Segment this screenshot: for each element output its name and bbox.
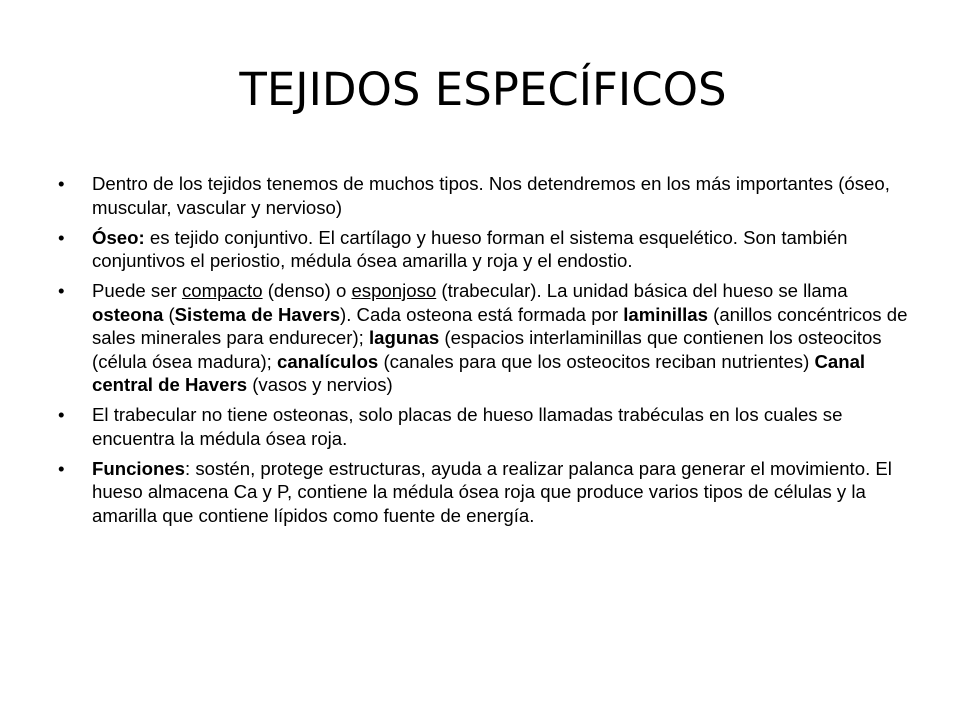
bullet-text: (anillos concéntricos de sales minerales para endurecer);	[92, 303, 908, 348]
bullet-text: ). Cada osteona está formada por	[340, 303, 624, 325]
bold-term: lagunas	[368, 327, 440, 348]
slide-body	[58, 172, 908, 534]
bullet-icon: •	[58, 226, 65, 248]
underlined-term: esponjoso	[351, 280, 437, 301]
bullet-text: (	[163, 303, 175, 325]
bullet-item	[58, 226, 908, 273]
bullet-text: es tejido conjuntivo. El cartílago y hueso forman el sistema esquelético. Son también conjuntivos el periostio, médula ósea amarilla y roja y el endostio.	[92, 226, 848, 271]
bullet-text: (espacios interlaminillas que contienen los osteocitos (célula ósea madura);	[92, 327, 882, 372]
bold-term: Sistema de Havers	[174, 303, 341, 325]
bullet-text: El trabecular no tiene osteonas, solo placas de hueso llamadas trabéculas en los cuales se encuentra la médula ósea roja.	[92, 404, 843, 449]
bold-term: laminillas	[623, 303, 708, 325]
bullet-item	[58, 457, 908, 528]
bullet-item	[58, 172, 908, 219]
bullet-text: (trabecular). La unidad básica del hueso se llama	[436, 280, 848, 301]
bullet-icon: •	[58, 404, 65, 425]
bullet-text: Dentro de los tejidos tenemos de muchos tipos. Nos detendremos en los más importantes (óseo, muscular, vascular y nervioso)	[92, 173, 890, 218]
bold-term: canalículos	[277, 350, 379, 372]
bullet-item	[58, 403, 908, 450]
bullet-text: (denso) o	[262, 280, 352, 301]
underlined-term: compacto	[181, 280, 263, 301]
slide-title: TEJIDOS ESPECÍFICOS	[239, 63, 727, 116]
bullet-lead: Funciones	[92, 457, 185, 479]
bullet-text: : sostén, protege estructuras, ayuda a realizar palanca para generar el movimiento. El hueso almacena Ca y P, contiene la médula ósea roja que produce varios tipos de células y la amarilla que contiene lípidos como fuente de energía.	[92, 457, 892, 526]
bullet-text: (vasos y nervios)	[247, 374, 393, 395]
bullet-icon: •	[58, 280, 65, 301]
bullet-text: (canales para que los osteocitos reciban nutrientes)	[378, 350, 815, 372]
bullet-icon: •	[58, 173, 65, 194]
bullet-icon: •	[58, 457, 65, 479]
bold-term: Canal central de Havers	[92, 350, 866, 395]
bullet-lead: Óseo:	[92, 226, 145, 248]
bullet-item	[58, 279, 908, 397]
bullet-text: Puede ser	[92, 280, 182, 301]
bold-term: osteona	[92, 303, 164, 325]
